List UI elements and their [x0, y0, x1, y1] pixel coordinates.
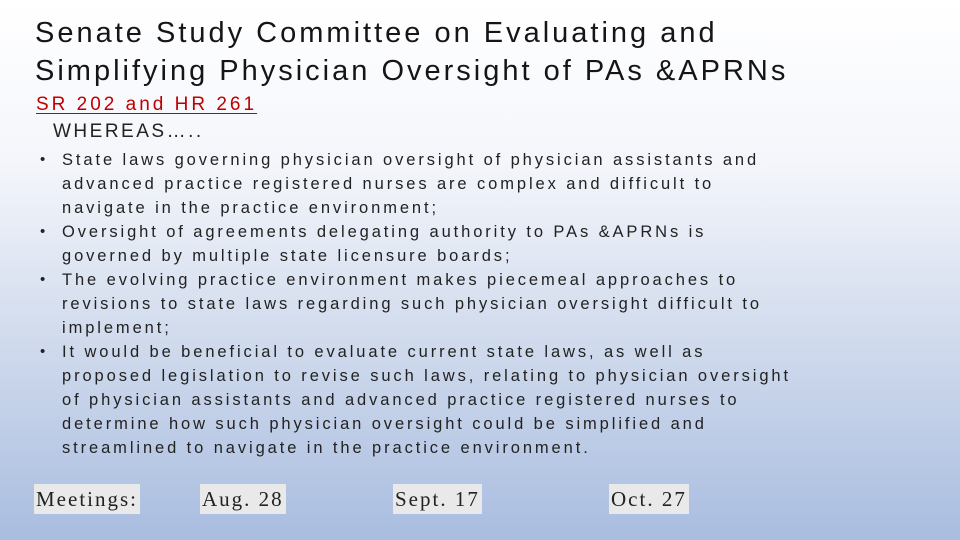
slide-title-line-1: Senate Study Committee on Evaluating and [35, 17, 718, 49]
bullet-line: Oversight of agreements delegating authority to PAs &APRNs is [62, 223, 707, 241]
bullet-line: navigate in the practice environment; [62, 199, 439, 217]
bullet-line: determine how such physician oversight could be simplified and [62, 415, 707, 433]
meeting-date-aug: Aug. 28 [200, 484, 286, 514]
bullet-line: The evolving practice environment makes piecemeal approaches to [62, 271, 739, 289]
bullet-line: of physician assistants and advanced practice registered nurses to [62, 391, 740, 409]
slide-title-line-2: Simplifying Physician Oversight of PAs &APRNs [35, 55, 789, 87]
bullet-item-3 [40, 268, 945, 340]
bullet-line: implement; [62, 319, 172, 337]
bullet-item-1 [40, 148, 945, 220]
bullet-line: streamlined to navigate in the practice environment. [62, 439, 591, 457]
bullet-item-2 [40, 220, 945, 268]
whereas-heading: WHEREAS….. [53, 121, 204, 142]
bullet-line: revisions to state laws regarding such physician oversight difficult to [62, 295, 762, 313]
bullet-line: advanced practice registered nurses are complex and difficult to [62, 175, 715, 193]
bullet-dot-icon: • [40, 343, 46, 360]
bullet-dot-icon: • [40, 151, 46, 168]
slide-title [35, 14, 788, 90]
meeting-date-sept: Sept. 17 [393, 484, 482, 514]
bullet-line: State laws governing physician oversight of physician assistants and [62, 151, 760, 169]
bullet-dot-icon: • [40, 271, 46, 288]
bullet-line: proposed legislation to revise such laws, relating to physician oversight [62, 367, 791, 385]
bullet-line: governed by multiple state licensure boards; [62, 247, 513, 265]
meeting-date-oct: Oct. 27 [609, 484, 689, 514]
bullet-dot-icon: • [40, 223, 46, 240]
resolution-subtitle: SR 202 and HR 261 [36, 94, 258, 115]
bullet-item-4 [40, 340, 945, 460]
bullet-line: It would be beneficial to evaluate current state laws, as well as [62, 343, 706, 361]
whereas-bullet-list [40, 148, 945, 460]
meetings-label: Meetings: [34, 484, 140, 514]
